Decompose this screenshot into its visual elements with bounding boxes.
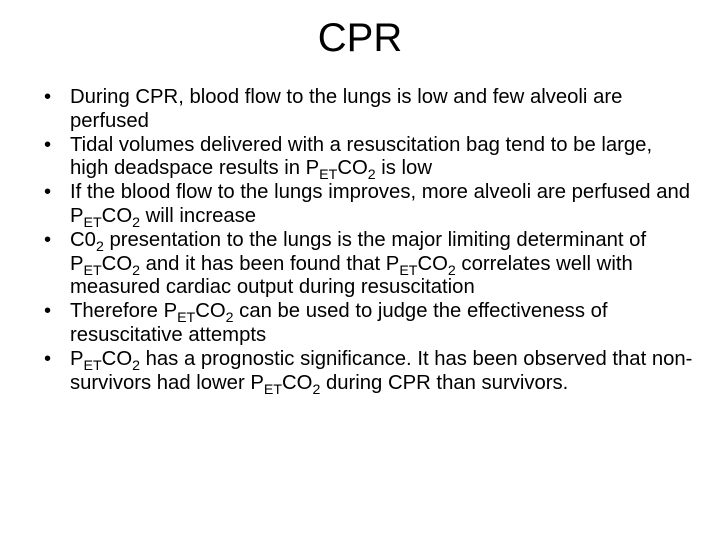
subscript-text: 2 bbox=[367, 167, 376, 184]
text-run: Therefore P bbox=[70, 300, 178, 323]
bullet-item bbox=[44, 229, 694, 300]
bullet-item bbox=[44, 134, 694, 182]
bullet-text bbox=[70, 300, 694, 348]
text-run: Tidal volumes delivered with a resuscitation bag tend to be large, high deadspace results in P bbox=[70, 133, 653, 180]
bullet-text bbox=[70, 348, 694, 396]
subscript-text: ET bbox=[263, 381, 283, 398]
bullet-dot-icon: • bbox=[44, 228, 52, 251]
text-run: presentation to the lungs is the major limiting determinant of P bbox=[70, 228, 647, 275]
text-run: CO bbox=[195, 300, 226, 323]
bullet-item bbox=[44, 348, 694, 396]
text-run: CO bbox=[101, 347, 133, 370]
slide-title: CPR bbox=[317, 16, 403, 60]
bullet-text bbox=[70, 229, 694, 300]
subscript-text: ET bbox=[399, 262, 418, 279]
text-run: has a prognostic significance. It has been observed that non-survivors had lower P bbox=[70, 347, 693, 394]
text-run: CO bbox=[101, 204, 133, 227]
bullet-item bbox=[44, 300, 694, 348]
subscript-text: 2 bbox=[447, 262, 456, 279]
text-run: CO bbox=[282, 371, 313, 394]
bullet-dot-icon: • bbox=[44, 181, 52, 204]
subscript-text: ET bbox=[319, 167, 338, 184]
bullet-text bbox=[70, 134, 694, 182]
bullet-list bbox=[44, 86, 694, 398]
text-run: CO bbox=[337, 157, 368, 180]
bullet-item bbox=[44, 86, 694, 134]
text-run: CO bbox=[417, 252, 448, 275]
subscript-text: 2 bbox=[95, 238, 104, 255]
text-run: CO bbox=[101, 252, 133, 275]
subscript-text: 2 bbox=[132, 357, 140, 374]
bullet-text bbox=[70, 86, 694, 134]
text-run: If the blood flow to the lungs improves, more alveoli are perfused and P bbox=[70, 181, 691, 227]
subscript-text: ET bbox=[83, 357, 102, 374]
text-run: During CPR, blood flow to the lungs is low and few alveoli are perfused bbox=[70, 86, 623, 132]
bullet-dot-icon: • bbox=[44, 300, 52, 323]
bullet-text bbox=[70, 181, 694, 229]
text-run: during CPR than survivors. bbox=[320, 371, 569, 394]
text-run: will increase bbox=[139, 204, 257, 227]
subscript-text: ET bbox=[83, 214, 102, 231]
text-run: can be used to judge the effectiveness of resuscitative attempts bbox=[70, 300, 608, 346]
bullet-dot-icon: • bbox=[44, 133, 52, 156]
text-run: C0 bbox=[70, 228, 96, 251]
bullet-dot-icon: • bbox=[44, 347, 52, 370]
subscript-text: ET bbox=[177, 310, 196, 327]
text-run: correlates well with measured cardiac output during resuscitation bbox=[70, 252, 633, 299]
subscript-text: 2 bbox=[312, 381, 321, 398]
subscript-text: 2 bbox=[132, 262, 140, 279]
subscript-text: 2 bbox=[225, 310, 234, 327]
text-run: and it has been found that P bbox=[139, 252, 400, 275]
text-run: is low bbox=[375, 157, 432, 180]
bullet-dot-icon: • bbox=[44, 86, 52, 108]
subscript-text: 2 bbox=[132, 214, 140, 231]
bullet-item bbox=[44, 181, 694, 229]
text-run: P bbox=[70, 347, 84, 370]
subscript-text: ET bbox=[83, 262, 102, 279]
